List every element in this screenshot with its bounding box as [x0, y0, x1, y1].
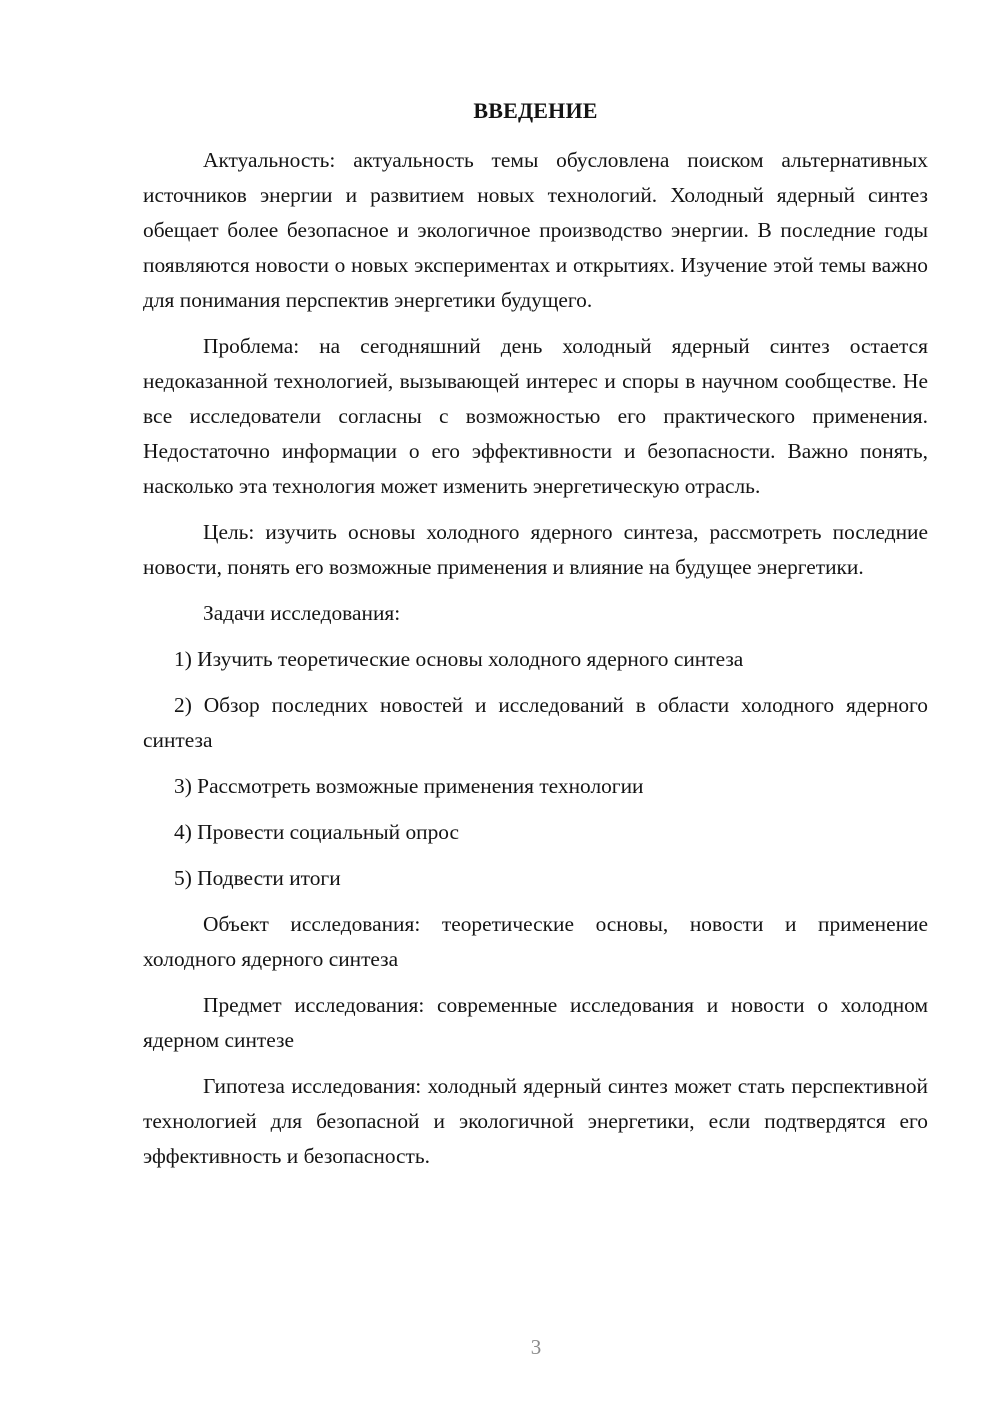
task-item-2: 2) Обзор последних новостей и исследований в области холодного ядерного синтеза	[143, 693, 928, 752]
section-title: ВВЕДЕНИЕ	[473, 98, 598, 123]
task-item-3: 3) Рассмотреть возможные применения технологии	[174, 774, 644, 798]
paragraph-tasks-heading: Задачи исследования:	[203, 601, 401, 625]
task-item-4: 4) Провести социальный опрос	[174, 820, 460, 844]
paragraph-relevance: Актуальность: актуальность темы обусловлена поиском альтернативных источников энергии и развитием новых технологий. Холодный ядерный синтез обещает более безопасное и экологичное производство энергии. В последние годы появляются новости о новых экспериментах и открытиях. Изучение этой темы важно для понимания перспектив энергетики будущего.	[143, 148, 928, 312]
task-item-1: 1) Изучить теоретические основы холодного ядерного синтеза	[174, 647, 744, 671]
paragraph-object: Объект исследования: теоретические основы, новости и применение холодного ядерного синтеза	[143, 912, 928, 971]
page-number: 3	[530, 1335, 542, 1359]
document-page	[143, 95, 928, 1185]
paragraph-subject: Предмет исследования: современные исследования и новости о холодном ядерном синтезе	[143, 993, 928, 1052]
paragraph-goal: Цель: изучить основы холодного ядерного синтеза, рассмотреть последние новости, понять его возможные применения и влияние на будущее энергетики.	[143, 520, 928, 579]
paragraph-hypothesis: Гипотеза исследования: холодный ядерный синтез может стать перспективной технологией для безопасной и экологичной энергетики, если подтвердятся его эффективность и безопасность.	[143, 1074, 928, 1168]
task-item-5: 5) Подвести итоги	[174, 866, 341, 890]
paragraph-problem: Проблема: на сегодняшний день холодный ядерный синтез остается недоказанной технологией, вызывающей интерес и споры в научном сообществе. Не все исследователи согласны с возможностью его практического применения. Недостаточно информации о его эффективности и безопасности. Важно понять, насколько эта технология может изменить энергетическую отрасль.	[143, 334, 928, 498]
